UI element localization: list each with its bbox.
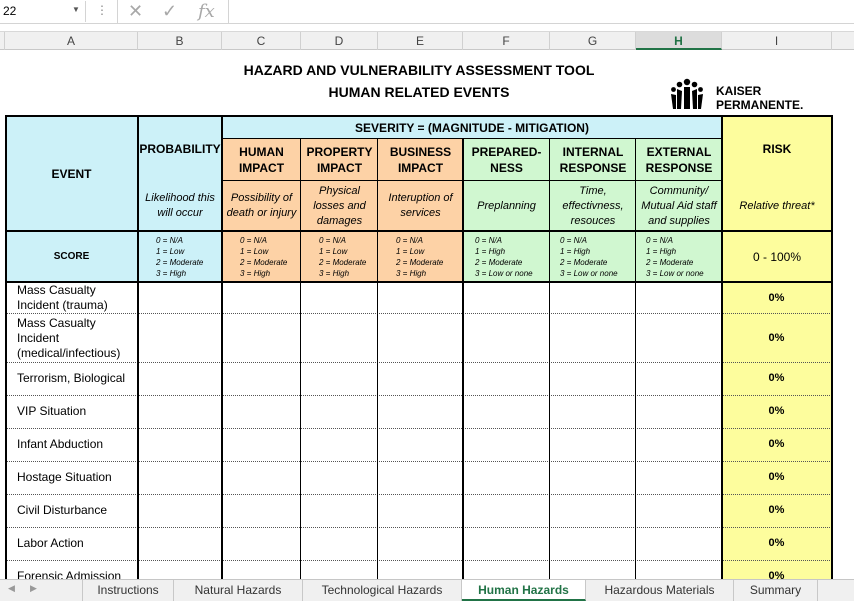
internal-key: 0 = N/A 1 = High 2 = Moderate 3 = Low or none <box>550 231 636 282</box>
formula-bar <box>0 0 854 24</box>
column-header-b[interactable]: B <box>138 32 222 50</box>
kaiser-logo-icon <box>667 76 707 112</box>
external-key: 0 = N/A 1 = High 2 = Moderate 3 = Low or none <box>636 231 722 282</box>
event-row-name[interactable]: Terrorism, Biological <box>17 371 126 385</box>
worksheet[interactable] <box>0 51 854 579</box>
column-header-g[interactable]: G <box>550 32 636 50</box>
row-divider <box>5 494 832 495</box>
property-desc: Physical losses and damages <box>301 181 378 231</box>
formula-buttons <box>117 0 229 23</box>
logo-text <box>716 84 803 112</box>
event-risk-value[interactable]: 0% <box>768 292 785 304</box>
title-line-2: HUMAN RELATED EVENTS <box>328 84 510 100</box>
row-divider <box>5 461 832 462</box>
internal-response-header: INTERNAL RESPONSE <box>550 139 636 181</box>
sheet-tab-bar <box>0 579 854 601</box>
event-header: EVENT <box>5 116 138 231</box>
border-col-d <box>300 139 301 579</box>
scroll-left-icon[interactable]: ◀ <box>8 583 15 593</box>
column-header-f[interactable]: F <box>463 32 550 50</box>
property-impact-header: PROPERTY IMPACT <box>301 139 378 181</box>
internal-desc: Time, effectivness, resouces <box>550 181 636 231</box>
event-row-name[interactable]: VIP Situation <box>17 404 87 418</box>
probability-header: PROBABILITY <box>138 116 222 181</box>
risk-desc: Relative threat* <box>722 181 832 231</box>
row-divider <box>5 428 832 429</box>
event-risk-value[interactable]: 0% <box>768 537 785 549</box>
event-row-name[interactable]: Labor Action <box>17 536 84 550</box>
column-header-i[interactable]: I <box>722 32 832 50</box>
border-col-f <box>462 139 464 579</box>
border-subheader <box>222 180 722 181</box>
cancel-icon[interactable]: ✕ <box>128 1 144 21</box>
column-header-c[interactable]: C <box>222 32 301 50</box>
more-icon: ⋮ <box>96 3 108 17</box>
tab-technological-hazards[interactable]: Technological Hazards <box>303 580 462 601</box>
risk-key: 0 - 100% <box>722 231 832 282</box>
border-severity <box>222 138 722 139</box>
prepared-key: 0 = N/A 1 = High 2 = Moderate 3 = Low or none <box>463 231 550 282</box>
tab-summary[interactable]: Summary <box>734 580 818 601</box>
event-row-name[interactable]: Civil Disturbance <box>17 503 108 517</box>
event-risk-value[interactable]: 0% <box>768 372 785 384</box>
border-desc <box>5 230 832 232</box>
border-score <box>5 281 832 283</box>
border-left <box>5 115 7 579</box>
probability-key: 0 = N/A 1 = Low 2 = Moderate 3 = High <box>138 231 222 282</box>
column-header-d[interactable]: D <box>301 32 378 50</box>
scroll-right-icon[interactable]: ▶ <box>30 583 37 593</box>
event-risk-value[interactable]: 0% <box>768 471 785 483</box>
border-col-e <box>377 139 378 579</box>
border-col-b <box>137 115 139 579</box>
border-col-i <box>721 115 723 579</box>
severity-header: SEVERITY = (MAGNITUDE - MITIGATION) <box>222 116 722 139</box>
border-col-g <box>549 139 550 579</box>
row-divider <box>5 527 832 528</box>
title-line-1: HAZARD AND VULNERABILITY ASSESSMENT TOOL <box>243 62 595 78</box>
event-risk-value[interactable]: 0% <box>768 438 785 450</box>
tab-instructions[interactable]: Instructions <box>82 580 174 601</box>
event-risk-value[interactable]: 0% <box>768 405 785 417</box>
column-header-e[interactable]: E <box>378 32 463 50</box>
property-key: 0 = N/A 1 = Low 2 = Moderate 3 = High <box>301 231 378 282</box>
business-key: 0 = N/A 1 = Low 2 = Moderate 3 = High <box>378 231 463 282</box>
tab-human-hazards[interactable]: Human Hazards <box>462 580 586 601</box>
risk-column <box>722 282 832 579</box>
external-desc: Community/ Mutual Aid staff and supplies <box>636 181 722 231</box>
border-col-h <box>635 139 636 579</box>
event-risk-value[interactable]: 0% <box>768 332 785 344</box>
human-desc: Possibility of death or injury <box>222 181 301 231</box>
preparedness-header: PREPARED-NESS <box>463 139 550 181</box>
event-risk-value[interactable]: 0% <box>768 504 785 516</box>
business-desc: Interuption of services <box>378 181 463 231</box>
score-label: SCORE <box>5 231 138 282</box>
business-impact-header: BUSINESS IMPACT <box>378 139 463 181</box>
human-key: 0 = N/A 1 = Low 2 = Moderate 3 = High <box>222 231 301 282</box>
chevron-down-icon[interactable]: ▼ <box>72 5 80 14</box>
name-box[interactable]: 22 <box>0 1 86 22</box>
column-header-h[interactable]: H <box>636 32 722 50</box>
event-row-name[interactable]: Infant Abduction <box>17 437 104 451</box>
enter-icon[interactable]: ✓ <box>162 1 178 21</box>
logo-line-2: PERMANENTE. <box>716 98 804 112</box>
probability-desc: Likelihood this will occur <box>138 181 222 231</box>
formula-input[interactable] <box>231 1 854 22</box>
border-col-c <box>221 115 223 579</box>
row-divider <box>5 395 832 396</box>
column-headers <box>0 31 854 50</box>
external-response-header: EXTERNAL RESPONSE <box>636 139 722 181</box>
event-row-name[interactable]: Hostage Situation <box>17 470 112 484</box>
row-divider <box>5 362 832 363</box>
tab-natural-hazards[interactable]: Natural Hazards <box>174 580 303 601</box>
event-row-name[interactable]: Mass Casualty Incident (medical/infectious) <box>17 315 121 360</box>
risk-header: RISK <box>722 116 832 181</box>
event-risk-value[interactable]: 0% <box>768 570 785 579</box>
event-row-name[interactable]: Forensic Admission <box>17 569 122 579</box>
logo-line-1: KAISER <box>716 84 762 98</box>
row-divider <box>5 313 832 314</box>
human-impact-header: HUMAN IMPACT <box>222 139 301 181</box>
event-row-name[interactable]: Mass Casualty Incident (trauma) <box>17 283 108 312</box>
tab-hazardous-materials[interactable]: Hazardous Materials <box>586 580 734 601</box>
column-header-a[interactable]: A <box>5 32 138 50</box>
border-top <box>5 115 832 117</box>
function-icon[interactable]: fx <box>198 1 215 22</box>
prepared-desc: Preplanning <box>463 181 550 231</box>
border-right <box>831 115 833 579</box>
row-divider <box>5 560 832 561</box>
